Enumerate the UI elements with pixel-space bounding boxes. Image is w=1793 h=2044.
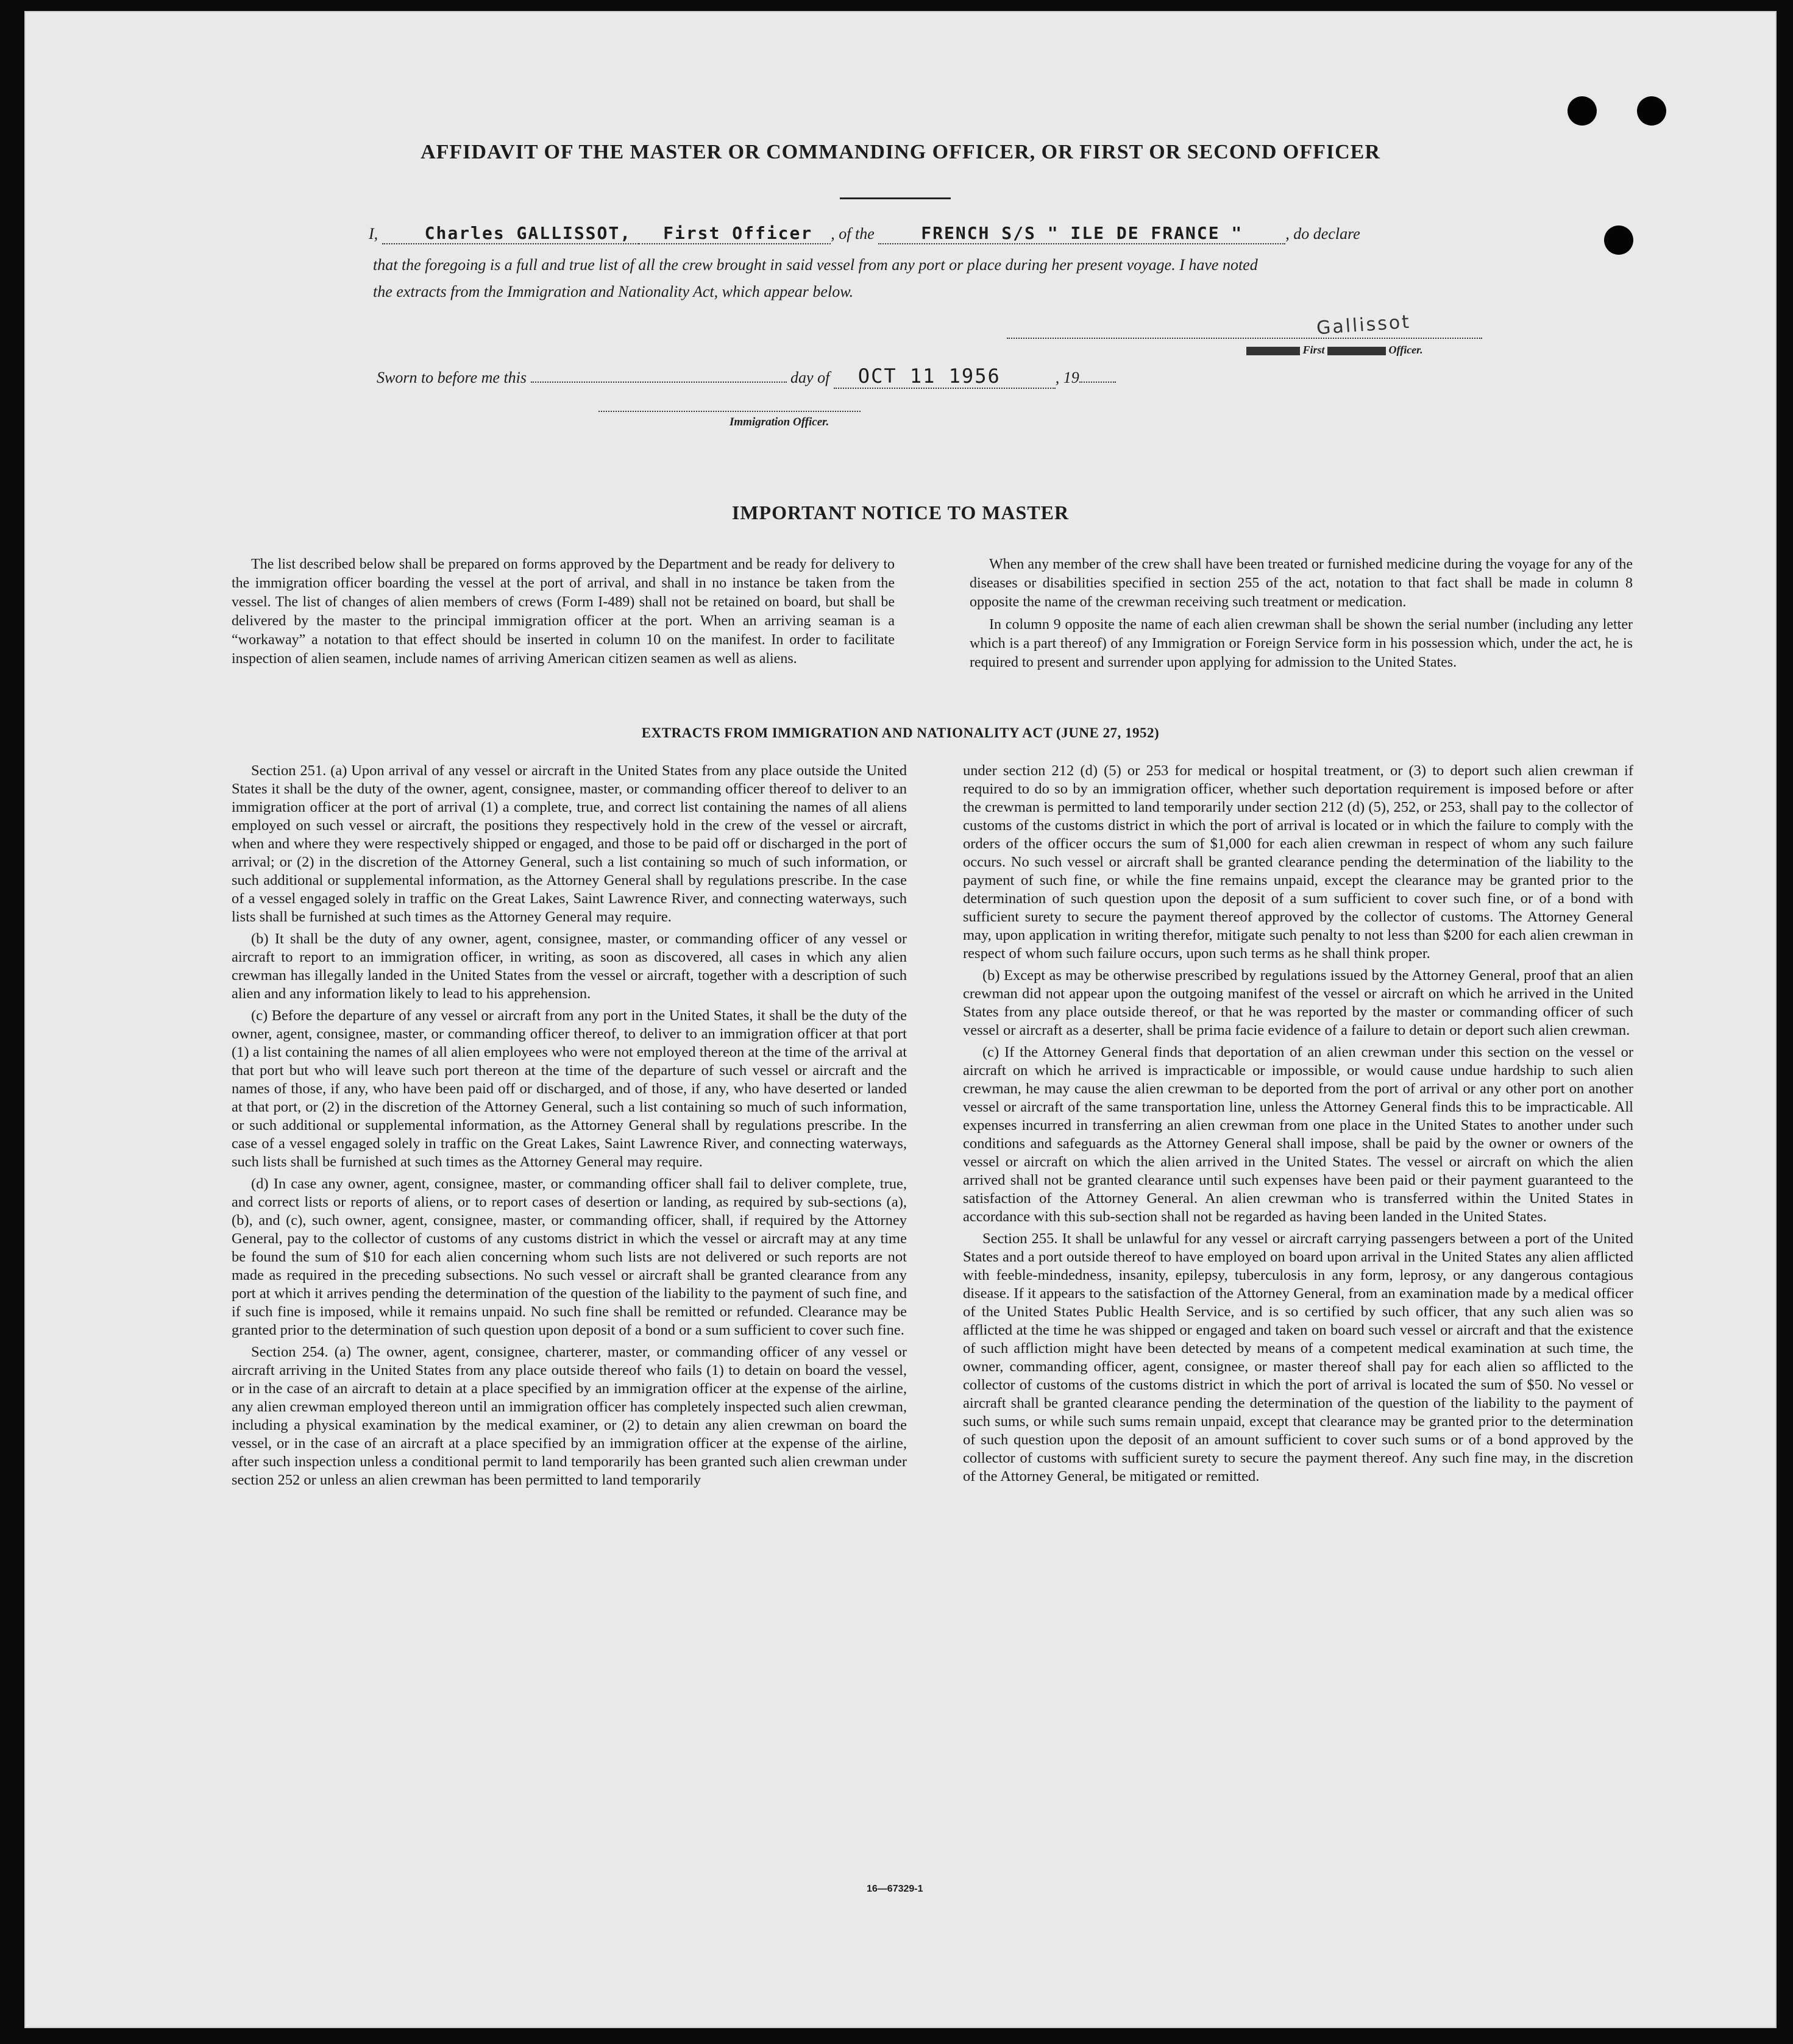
declaration-line-3: the extracts from the Immigration and Nationality Act, which appear below.: [373, 283, 854, 300]
signature-caption-officer: Officer.: [1388, 344, 1423, 356]
extract-section-254c: (c) If the Attorney General finds that deportation of an alien crewman under this section on the vessel or aircraft on which he arrived is impracticable or impossible, or would cause undue hardship to such alien crewman, he may cause the alien crewman to be deported from the port of arrival or any other port on another vessel or aircraft of the same transportation line, unless the Attorney General finds this to be impracticable. All expenses incurred in transferring an alien crewman from one place in the United States to another under such conditions and safeguards as the Attorney General shall impose, shall be paid by the owner or owners of the vessel or aircraft on which the alien arrived in the United States. The vessel or aircraft on which the alien arrived shall not be granted clearance until such expenses have been paid or their payment guaranteed to the satisfaction of the Attorney General. An alien crewman who is transferred within the United States in accordance with this sub-section shall not be regarded as having been landed in the United States.: [963, 1044, 1633, 1225]
affidavit-title: AFFIDAVIT OF THE MASTER OR COMMANDING OFFICER, OR FIRST OR SECOND OFFICER: [421, 141, 1380, 163]
declaration-do-declare: , do declare: [1285, 225, 1360, 243]
sworn-year-line: [1079, 378, 1116, 383]
sworn-day-line: [531, 378, 787, 383]
signature-line: [1007, 334, 1482, 339]
extract-section-251d: (d) In case any owner, agent, consignee, master, or commanding officer shall fail to deliver complete, true, and correct lists or reports of aliens, or to report cases of desertion or landing, as required by sub-sections (a), (b), and (c), such owner, agent, consignee, master, or commanding officer, shall, if required by the Attorney General, pay to the collector of customs of any customs district in which the vessel or aircraft may at any time be found the sum of $10 for each alien concerning whom such lists are not delivered or such reports are not made as required in the preceding subsections. No such vessel or aircraft shall be granted clearance from any port at which it arrives pending the determination of the question of the liability to the payment of such fine, and if such fine is imposed, while it remains unpaid. No such fine shall be remitted or refunded. Clearance may be granted prior to the determination of such question upon deposit of a bond or a sum sufficient to cover such fine.: [232, 1176, 907, 1338]
sworn-line: [377, 364, 1116, 388]
immigration-officer-caption: Immigration Officer.: [730, 416, 829, 428]
extract-section-254a-cont: under section 212 (d) (5) or 253 for medical or hospital treatment, or (3) to deport such alien crewman if required to do so by an immigration officer, whether such deportation requirement is imposed before or after the crewman is permitted to land temporarily under section 212 (d) (5), 252, or 253, shall pay to the collector of customs of the customs district in which the port of arrival is located or in which the failure to comply with the orders of the officer occurs the sum of $1,000 for each alien crewman in respect of whom any such failure occurs. No such vessel or aircraft shall be granted clearance pending the determination of the liability to the payment of such fine, or while the fine remains unpaid, except the clearance may be granted prior to the determination of such question upon the deposit of a sum sufficient to cover such fine, or of a bond with sufficient surety to secure the payment thereof approved by the collector of customs. The Attorney General may, upon application in writing therefor, mitigate such penalty to not less than $200 for each alien crewman in respect of whom such failure occurs, upon such terms as he shall think proper.: [963, 762, 1633, 962]
extract-section-251c: (c) Before the departure of any vessel or aircraft from any port in the United States, it shall be the duty of the owner, agent, consignee, master, or commanding officer thereof, to deliver to an immigration officer at that port (1) a list containing the names of all alien employees who were not employed thereon at the time of the arrival at that port but who will leave such port thereon at the time of the departure of such vessel or aircraft and the names of those, if any, who have been paid off or discharged, and of those, if any, who have deserted or landed at that port, or (2) in the discretion of the Attorney General, such a list containing so much of such information, or such additional or supplemental information, as the Attorney General shall by regulations prescribe. In the case of a vessel engaged solely in traffic on the Great Lakes, Saint Lawrence River, and connecting waterways, such lists shall be furnished at such times as the Attorney General may require.: [232, 1007, 907, 1170]
sworn-label: Sworn to before me this: [377, 369, 527, 386]
extract-section-251a: Section 251. (a) Upon arrival of any vessel or aircraft in the United States from any place outside the United States it shall be the duty of the owner, agent, consignee, master, or commanding officer thereof to deliver to an immigration officer at the port of arrival (1) a complete, true, and correct list containing the names of all aliens employed on such vessel or aircraft, the positions they respectively hold in the crew of the vessel or aircraft, when and where they were respectively shipped or engaged, and those to be paid off or discharged in the port of arrival; or (2) in the discretion of the Attorney General, such a list containing so much of such information, or such additional or supplemental information, as the Attorney General shall by regulations prescribe. In the case of a vessel engaged solely in traffic on the Great Lakes, Saint Lawrence River, and connecting waterways, such lists shall be furnished at such times as the Attorney General may require.: [232, 762, 907, 925]
sworn-year: , 19: [1055, 369, 1079, 386]
notice-right-paragraph-1: When any member of the crew shall have been treated or furnished medicine during the voyage for any of the diseases or disabilities specified in section 255 of the act, notation to that fact shall be made in column 8 opposite the name of the crewman receiving such treatment or medication.: [970, 556, 1633, 610]
officer-name-field: Charles GALLISSOT,: [382, 223, 639, 244]
title-underline: [840, 197, 951, 199]
notice-right-paragraph-2: In column 9 opposite the name of each alien crewman shall be shown the serial number (including any letter which is a part thereof) of any Immigration or Foreign Service form in his possession which, under the act, he is required to present and surrender upon applying for admission to the United States.: [970, 617, 1633, 670]
punch-hole-middle: [1604, 225, 1633, 255]
notice-right-column: [970, 555, 1633, 676]
sworn-day-of: day of: [790, 369, 830, 386]
declaration-line-1: [369, 223, 1360, 243]
officer-rank-field: First Officer: [639, 223, 831, 244]
extracts-left-column: [232, 762, 907, 1493]
extract-section-251b: (b) It shall be the duty of any owner, agent, consignee, master, or commanding officer of any vessel or aircraft to report to an immigration officer, in writing, as soon as discovered, all cases in which any alien crewman has illegally landed in the United States from the vessel or aircraft, together with a description of such alien and any information likely to lead to his apprehension.: [232, 931, 907, 1002]
declaration-line-2: that the foregoing is a full and true list of all the crew brought in said vessel from any port or place during her present voyage. I have noted: [373, 256, 1258, 274]
extracts-title: EXTRACTS FROM IMMIGRATION AND NATIONALITY ACT (JUNE 27, 1952): [641, 725, 1160, 740]
signature-caption: [1246, 344, 1423, 357]
notice-left-paragraph: The list described below shall be prepared on forms approved by the Department and be ready for delivery to the immigration officer boarding the vessel at the port of arrival, and shall in no instance be taken from the vessel. The list of changes of alien members of crews (Form I-489) shall not be retained on board, but shall be delivered by the master to the principal immigration officer at the port. When an arriving seaman is a “workaway” a notation to that effect should be inserted in column 10 on the manifest. In order to facilitate inspection of alien seamen, include names of arriving American citizen seamen as well as aliens.: [232, 556, 895, 667]
extracts-right-column: [963, 762, 1633, 1489]
signature-caption-first: First: [1302, 344, 1325, 356]
form-number: 16—67329-1: [867, 1884, 923, 1894]
declaration-of-the: , of the: [831, 225, 875, 243]
notice-left-column: [232, 555, 895, 672]
punch-hole-top-left: [1568, 96, 1597, 126]
extract-section-254b: (b) Except as may be otherwise prescribed by regulations issued by the Attorney General, proof that an alien crewman did not appear upon the outgoing manifest of the vessel or aircraft on which he arrived in the United States from any place outside thereof, or that he was reported by the master or commanding officer of such vessel or aircraft as a deserter, shall be prima facie evidence of a failure to detain or deport such alien crewman.: [963, 967, 1633, 1038]
vessel-name-field: FRENCH S/S " ILE DE FRANCE ": [878, 223, 1285, 244]
sworn-date-stamp: OCT 11 1956: [834, 364, 1056, 389]
notice-title: IMPORTANT NOTICE TO MASTER: [731, 502, 1070, 523]
punch-hole-top-right: [1637, 96, 1666, 126]
bleed-through-text: ㅤ: [1371, 409, 1407, 452]
extract-section-255: Section 255. It shall be unlawful for any vessel or aircraft carrying passengers between a port of the United States and a port outside thereof to have employed on board upon arrival in the United States any alien afflicted with feeble-mindedness, insanity, epilepsy, tuberculosis in any form, leprosy, or any dangerous contagious disease. If it appears to the satisfaction of the Attorney General, from an examination made by a medical officer of the United States Public Health Service, and is so certified by such officer, that any such alien was so afflicted at the time he was shipped or engaged and taken on board such vessel or aircraft and that the existence of such affliction might have been detected by means of a competent medical examination at such time, the owner, commanding officer, agent, consignee, or master thereof shall pay for each alien so afflicted to the collector of customs of the customs district in which the port of arrival is located the sum of $50. No vessel or aircraft shall be granted clearance pending the determination of the question of the liability to the payment of such sums, or while such sums remain unpaid, except that clearance may be granted prior to the determination of such question upon the deposit of an amount sufficient to cover such sums or of a bond approved by the collector of customs with sufficient surety to secure the payment thereof. Any such fine may, in the discretion of the Attorney General, be mitigated or remitted.: [963, 1230, 1633, 1485]
signature-strike-2: [1327, 347, 1386, 355]
signature-handwriting: Gallissot: [1315, 311, 1412, 339]
signature-strike-1: [1246, 347, 1300, 355]
document-page: [24, 11, 1777, 2028]
extract-section-254a: Section 254. (a) The owner, agent, consignee, charterer, master, or commanding officer of any vessel or aircraft arriving in the United States from any place outside thereof who fails (1) to detain on board the vessel, or in the case of an aircraft to detain at a place specified by an immigration officer at the expense of the airline, any alien crewman employed thereon until an immigration officer has completely inspected such alien crewman, including a physical examination by the medical examiner, or (2) to detain any alien crewman on board the vessel, or in the case of an aircraft at a place specified by an immigration officer at the expense of the airline, after such inspection unless a conditional permit to land temporarily has been granted such alien crewman under section 252 or unless an alien crewman has been permitted to land temporarily: [232, 1344, 907, 1488]
declaration-i: I,: [369, 225, 378, 243]
immigration-officer-line: [598, 407, 861, 412]
